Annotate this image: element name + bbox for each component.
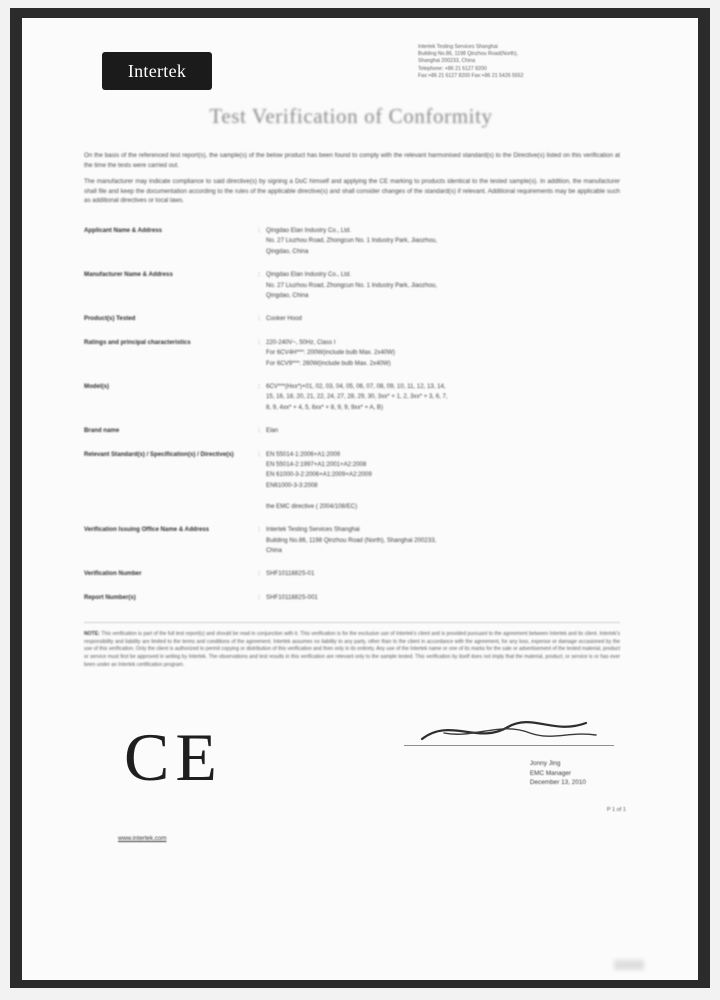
document-header: [70, 36, 632, 98]
field-value: [266, 426, 620, 449]
field-colon: :: [258, 271, 260, 279]
value-line: Qingdao, China: [266, 292, 309, 299]
value-line: Qingdao, China: [266, 247, 309, 255]
field-value: [266, 382, 620, 426]
value-line: [266, 491, 620, 500]
certificate-sheet: [22, 18, 698, 980]
field-label: Verification Issuing Office Name & Address: [84, 526, 210, 534]
signature-area: [404, 705, 614, 751]
field-colon: :: [258, 338, 260, 346]
table-row: [84, 314, 620, 337]
table-row: [84, 338, 620, 382]
value-line: SHF1011882S-01: [266, 570, 315, 578]
field-label: Applicant Name & Address: [84, 226, 162, 234]
value-line: Intertek Testing Services Shanghai: [266, 526, 360, 534]
document-footer: [70, 695, 632, 845]
value-line: Qingdao Elan Industry Co., Ltd.: [266, 271, 352, 279]
signer-name: Jonny Jing: [529, 760, 561, 768]
intro-paragraph: On the basis of the referenced test report(s), the sample(s) of the below product has been found to comply with the relevant harmonised standard(s) to the Directive(s) listed on this verification at the time the tests were carried out.: [84, 152, 620, 169]
table-row: [84, 226, 620, 270]
field-value: [266, 314, 620, 337]
field-colon: :: [258, 226, 260, 234]
ce-mark-icon: CE: [124, 719, 223, 796]
field-label: Ratings and principal characteristics: [84, 338, 191, 346]
value-line: EN 55014-2:1997+A1:2001+A2:2008: [266, 461, 367, 469]
issuer-address-line: Fax:+86 21 6127 8200 Fax:+86 21 5426 5552: [418, 72, 524, 79]
details-table: [84, 226, 620, 616]
value-line: 15, 16, 18, 20, 21, 22, 24, 27, 28, 29, 30, 3xx* + 1, 2, 3xx* + 3, 6, 7,: [266, 393, 448, 401]
field-colon: :: [258, 315, 260, 323]
issuer-address-line: Telephone: +86 21 6127 8200: [418, 65, 487, 72]
field-value: [266, 593, 620, 616]
issuer-address-line: Shanghai 200233, China: [418, 58, 476, 65]
intertek-logo: Intertek: [102, 52, 212, 90]
field-value: [266, 270, 620, 314]
note-heading: NOTE:: [84, 631, 100, 638]
field-colon: :: [258, 526, 260, 534]
field-label: Relevant Standard(s) / Specification(s) / Directive(s): [84, 450, 234, 458]
field-value: [266, 525, 620, 569]
page-number: P 1 of 1: [606, 807, 626, 814]
signature-line: [404, 745, 614, 746]
field-value: [266, 226, 620, 270]
value-line: For 6CV9***: 260W(include bulb Max. 2x40W): [266, 359, 391, 367]
issuer-address-line: Building No.86, 1198 Qinzhou Road(North),: [418, 51, 518, 58]
legal-note: [84, 622, 620, 669]
issuer-address-block: [418, 44, 628, 80]
field-colon: :: [258, 570, 260, 578]
value-line: 6CV***(Hxx*)+01, 02, 03, 04, 05, 06, 07, 08, 09, 10, 11, 12, 13, 14,: [266, 383, 446, 391]
field-label: Model(s): [84, 383, 110, 391]
signer-role: EMC Manager: [529, 769, 572, 777]
intro-paragraph: The manufacturer may indicate compliance to said directive(s) by signing a DoC himself and applying the CE marking to products identical to the tested sample(s). In addition, the manufacturer shall file and keep the documentation according to the rules of the applicable directive(s) and shall consider changes of the standard(s) if relevant. Additional requirements may be applicable such as additional directives or local laws.: [84, 178, 620, 205]
scan-artifact: [614, 960, 644, 970]
field-colon: :: [258, 427, 260, 435]
website-link[interactable]: www.intertek.com: [118, 835, 167, 843]
field-colon: :: [258, 593, 260, 601]
table-row: [84, 525, 620, 569]
value-line: 8, 9, 4xx* + 4, 5, 6xx* + 8, 9, 9, 9xx* + A, B): [266, 403, 384, 411]
field-label: Verification Number: [84, 570, 142, 578]
value-line: Elan: [266, 427, 279, 435]
field-label: Manufacturer Name & Address: [84, 271, 173, 279]
table-row: [84, 426, 620, 449]
field-colon: :: [258, 450, 260, 458]
field-label: Product(s) Tested: [84, 315, 136, 323]
value-line: Cooker Hood: [266, 315, 302, 323]
value-line: No. 27 Liuzhou Road, Zhongcun No. 1 Industry Park, Jiaozhou,: [266, 281, 438, 289]
value-line: 220-240V~, 50Hz, Class I: [266, 338, 336, 346]
table-row: [84, 569, 620, 592]
field-label: Brand name: [84, 427, 120, 435]
intro-text: [84, 151, 620, 206]
value-line: No. 27 Liuzhou Road, Zhongcun No. 1 Industry Park, Jiaozhou,: [266, 237, 438, 245]
value-line: Qingdao Elan Industry Co., Ltd.: [266, 226, 352, 234]
signer-block: [530, 759, 586, 788]
document-title: Test Verification of Conformity: [209, 104, 493, 128]
field-label: Report Number(s): [84, 593, 136, 601]
table-row: [84, 270, 620, 314]
field-colon: :: [258, 383, 260, 391]
table-row: [84, 593, 620, 616]
value-line: EN 61000-3-2:2006+A1:2009+A2:2009: [266, 471, 372, 479]
value-line: China: [266, 546, 282, 554]
field-value: [266, 450, 620, 525]
value-line: For 6CV4H***: 200W(include bulb Max. 2x40W): [266, 349, 396, 357]
table-row: [84, 382, 620, 426]
field-value: [266, 569, 620, 592]
value-line: SHF1011882S-001: [266, 593, 318, 601]
signature-date: December 13, 2010: [529, 779, 586, 787]
value-line: EN61000-3-3:2008: [266, 481, 318, 489]
field-value: [266, 338, 620, 382]
value-line: Building No.86, 1198 Qinzhou Road (North), Shanghai 200233,: [266, 536, 437, 544]
table-row: [84, 450, 620, 525]
value-line: the EMC directive ( 2004/108/EC): [266, 502, 358, 510]
note-text: This verification is part of the full test report(s) and should be read in conjunction with it. This verification is for the exclusive use of Intertek's client and is provided pursuant to the agreement between Intertek and its client. Intertek's responsibility and liability are limited to the terms and conditions of the agreement. Intertek assumes no liability to any party, other than to the client in accordance with the agreement, for any loss, expense or damage occasioned by the use of this verification. Only the client is authorized to permit copying or distribution of this verification and then only in its entirety. Any use of the Intertek name or one of its marks for the sale or advertisement of the tested material, product or service must first be approved in writing by Intertek. The observations and test results in this verification are relevant only to the sample tested. This verification by itself does not imply that the material, product, or service is or has ever been under an Intertek certification program.: [84, 631, 620, 668]
value-line: EN 55014-1:2006+A1:2009: [266, 450, 341, 458]
issuer-address-line: Intertek Testing Services Shanghai: [418, 44, 498, 50]
